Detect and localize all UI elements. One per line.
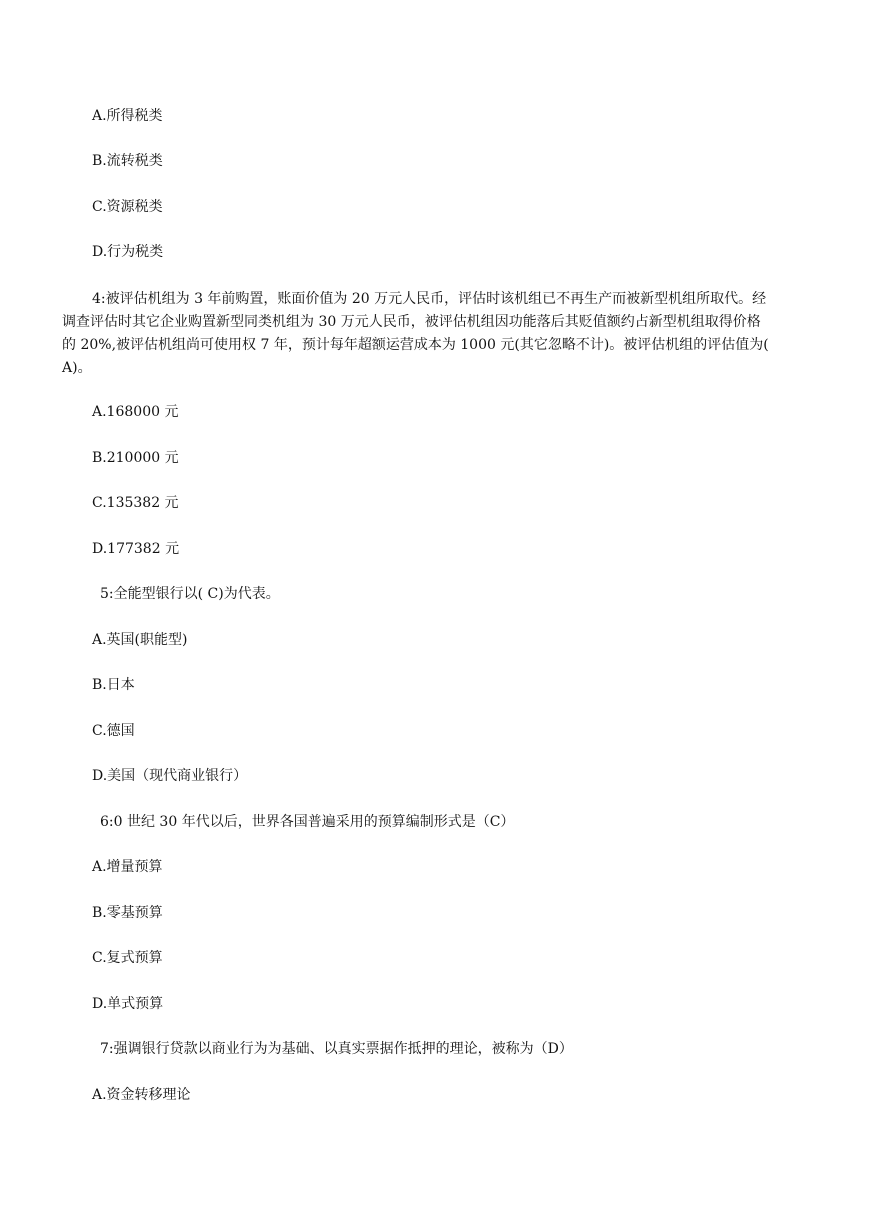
q6-option-a: A.增量预算 xyxy=(92,859,163,875)
q3-option-d: D.行为税类 xyxy=(92,244,164,260)
q5-option-d: D.美国（现代商业银行） xyxy=(92,768,248,784)
q6-option-b: B.零基预算 xyxy=(92,905,163,921)
q4-option-c: C.135382 元 xyxy=(92,495,179,511)
q4-option-b: B.210000 元 xyxy=(92,450,179,466)
q3-option-c: C.资源税类 xyxy=(92,199,163,215)
q4-question: 4:被评估机组为 3 年前购置，账面价值为 20 万元人民币，评估时该机组已不再生产而被新型机组所取代。经调查评估时其它企业购置新型同类机组为 30 万元人民币，被评估机组因功能落后其贬值额约占新型机组取得价格的 20%,被评估机组尚可使用权 7 年，预计每年超额运营成本为 1000 元(其它忽略不计)。被评估机组的评估值为( A)。 xyxy=(62,291,769,376)
q6-option-c: C.复式预算 xyxy=(92,950,163,966)
q3-option-b: B.流转税类 xyxy=(92,153,163,169)
q7-question: 7:强调银行贷款以商业行为为基础、以真实票据作抵押的理论，被称为（D） xyxy=(100,1041,573,1057)
q4-option-d: D.177382 元 xyxy=(92,541,180,557)
q5-option-a: A.英国(职能型) xyxy=(92,632,188,648)
q3-option-a: A.所得税类 xyxy=(92,108,163,124)
q4-option-a: A.168000 元 xyxy=(92,404,179,420)
q5-option-c: C.德国 xyxy=(92,723,135,739)
q6-option-d: D.单式预算 xyxy=(92,996,164,1012)
q5-option-b: B.日本 xyxy=(92,677,135,693)
q7-option-a: A.资金转移理论 xyxy=(92,1087,191,1103)
q6-question: 6:0 世纪 30 年代以后，世界各国普遍采用的预算编制形式是（C） xyxy=(100,814,515,830)
q5-question: 5:全能型银行以( C)为代表。 xyxy=(100,586,280,602)
